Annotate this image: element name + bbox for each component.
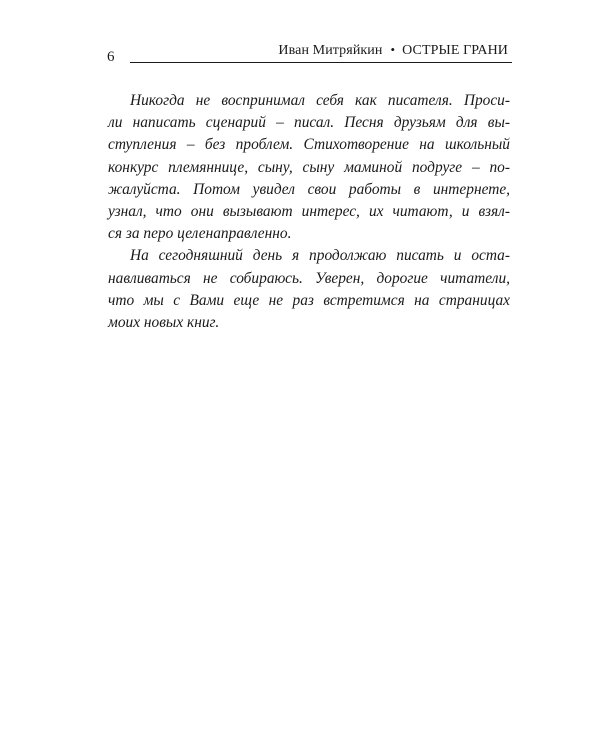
text-line: ся за перо целенаправленно.	[108, 225, 292, 243]
header-author: Иван Митряйкин	[278, 43, 383, 58]
paragraph-2	[108, 245, 510, 334]
header-separator-bullet: •	[390, 42, 396, 57]
page-number: 6	[107, 49, 115, 65]
text-line: На сегодняшний день я продолжаю писать и оста-	[130, 247, 510, 265]
running-header-text	[278, 42, 508, 59]
text-line: ступления – без проблем. Стихотворение на школьный	[108, 136, 510, 154]
text-line: ли написать сценарий – писал. Песня друзьям для вы-	[108, 114, 510, 132]
running-header	[130, 40, 512, 63]
text-line: моих новых книг.	[108, 314, 220, 332]
text-line: Никогда не воспринимал себя как писателя. Проси-	[130, 92, 510, 109]
text-line: жалуйста. Потом увидел свои работы в интернете,	[108, 180, 510, 198]
text-line: навливаться не собираюсь. Уверен, дорогие читатели,	[108, 269, 510, 287]
body-text	[108, 90, 510, 334]
header-book-title: ОСТРЫЕ ГРАНИ	[402, 43, 508, 58]
paragraph-1	[108, 90, 510, 245]
text-line: что мы с Вами еще не раз встретимся на страницах	[108, 291, 510, 309]
text-line: конкурс племяннице, сыну, сыну маминой подруге – по-	[108, 158, 510, 176]
text-line: узнал, что они вызывают интерес, их читают, и взял-	[108, 203, 510, 221]
